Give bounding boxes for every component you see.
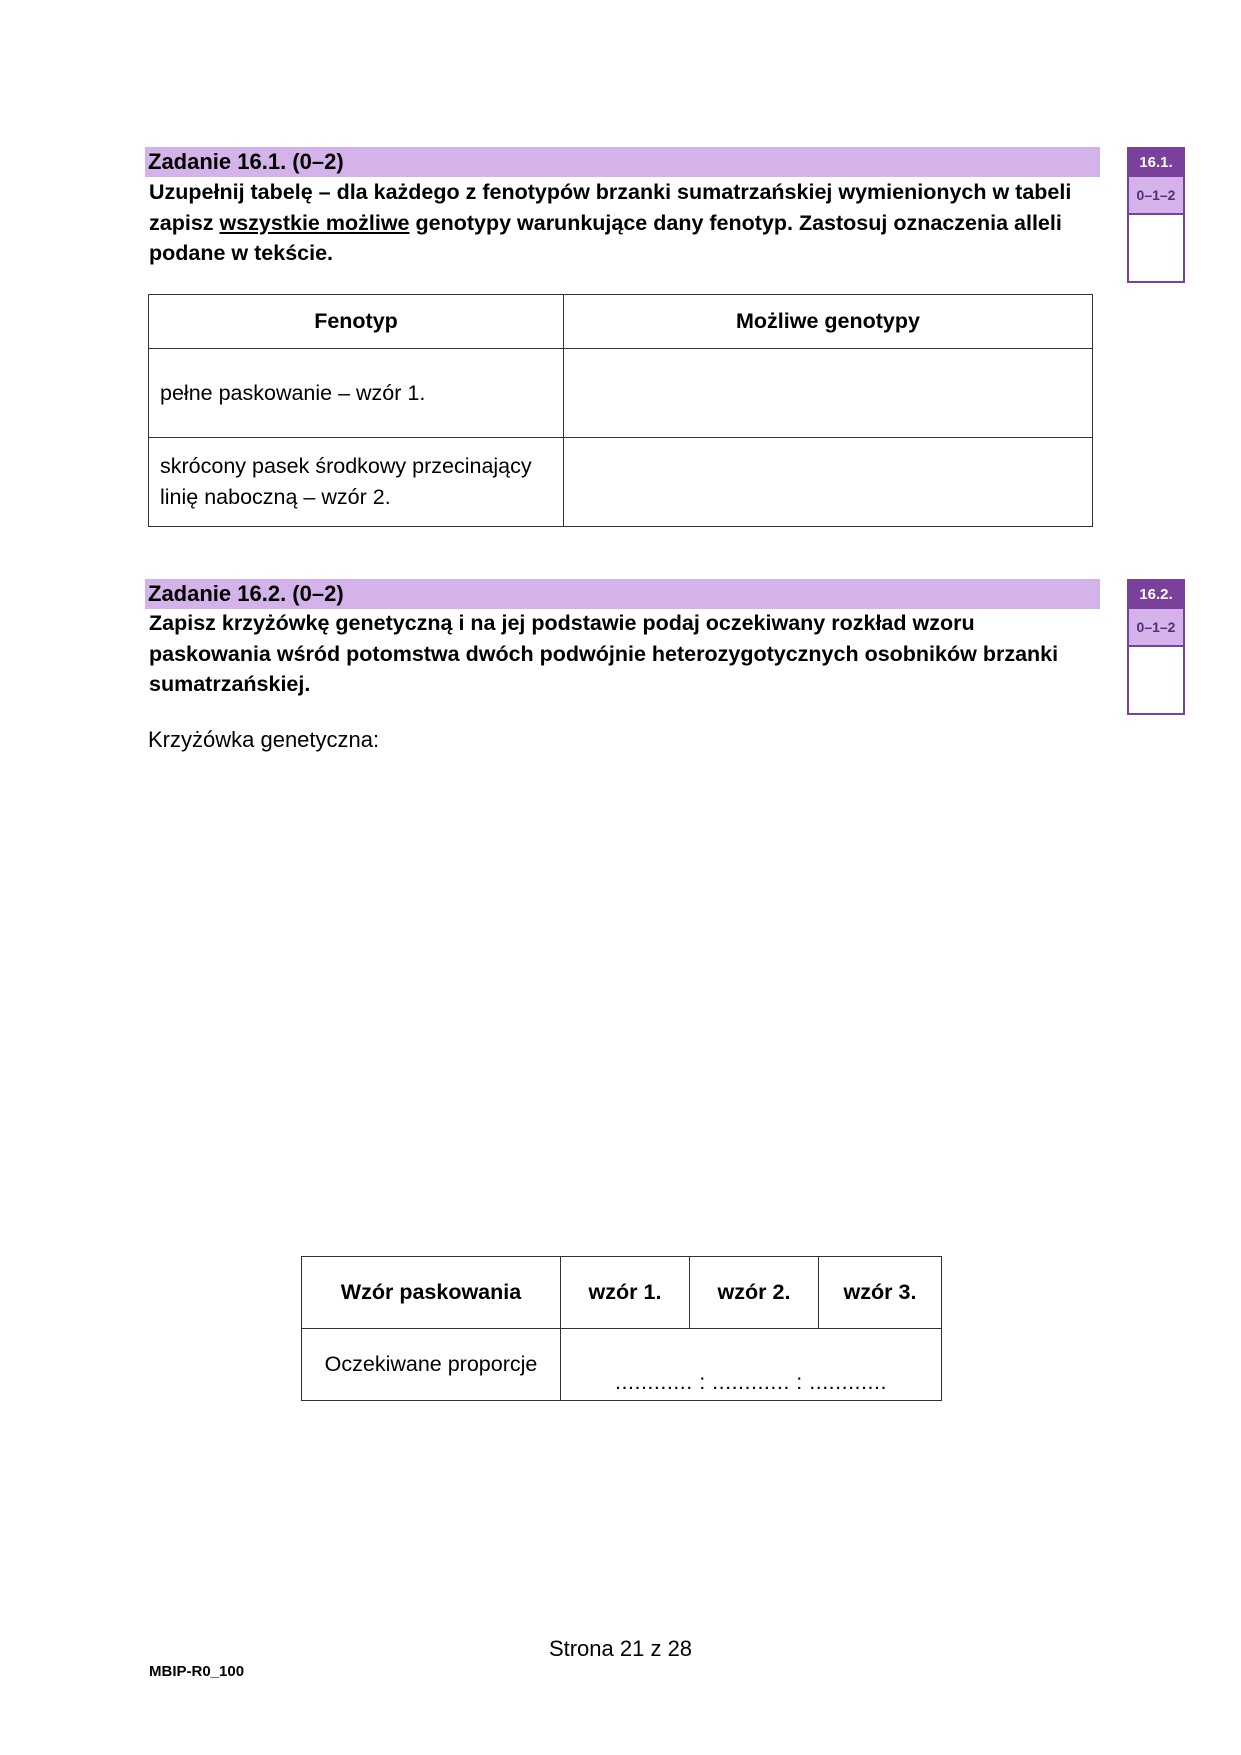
task-16-2-instruction: Zapisz krzyżówkę genetyczną i na jej podstawie podaj oczekiwany rozkład wzoru paskowania wśród potomstwa dwóch podwójnie heterozygotycznych osobników brzanki sumatrzańskiej. xyxy=(149,611,1059,696)
score-id: 16.2. xyxy=(1129,581,1183,609)
instruction-emphasis: wszystkie możliwe xyxy=(219,210,410,235)
task-16-1-instruction xyxy=(149,177,1089,269)
exam-code: MBIP-R0_100 xyxy=(149,1663,245,1680)
score-box-16-1 xyxy=(1127,147,1185,283)
score-id: 16.1. xyxy=(1129,149,1183,177)
table-row xyxy=(302,1329,942,1401)
phenotype-table xyxy=(148,294,1093,527)
column-header-phenotype: Fenotyp xyxy=(149,295,564,349)
table-row xyxy=(149,349,1093,438)
phenotype-cell: pełne paskowanie – wzór 1. xyxy=(149,349,564,438)
score-points: 0–1–2 xyxy=(1129,177,1183,215)
score-box-16-2 xyxy=(1127,579,1185,715)
page-number: Strona 21 z 28 xyxy=(548,1636,693,1661)
instruction-text-end: genotypy warunkujące dany fenotyp. Zastosuj oznaczenia alleli podane w tekście. xyxy=(149,210,1062,265)
column-header-pattern-2: wzór 2. xyxy=(690,1257,819,1329)
column-header-pattern-3: wzór 3. xyxy=(819,1257,942,1329)
cross-label: Krzyżówka genetyczna: xyxy=(148,727,380,752)
score-entry-field[interactable] xyxy=(1129,647,1183,715)
instruction-text: Uzupełnij tabelę – dla każdego z fenotypów brzanki sumatrzańskiej wymienionych w tabeli zapisz xyxy=(149,180,1072,235)
column-header-pattern-1: wzór 1. xyxy=(561,1257,690,1329)
table-row xyxy=(149,438,1093,527)
genotype-answer-cell[interactable] xyxy=(564,349,1093,438)
task-16-2-header: Zadanie 16.2. (0–2) xyxy=(145,579,1100,609)
genotype-answer-cell[interactable] xyxy=(564,438,1093,527)
phenotype-cell: skrócony pasek środkowy przecinający linię naboczną – wzór 2. xyxy=(149,438,564,527)
proportions-table xyxy=(301,1256,942,1401)
ratio-placeholder: ............ : ............ : ............ xyxy=(615,1370,887,1394)
score-entry-field[interactable] xyxy=(1129,215,1183,283)
column-header-pattern: Wzór paskowania xyxy=(302,1257,561,1329)
column-header-genotypes: Możliwe genotypy xyxy=(564,295,1093,349)
cross-answer-area[interactable] xyxy=(148,770,1093,1240)
score-points: 0–1–2 xyxy=(1129,609,1183,647)
proportions-answer-cell[interactable] xyxy=(561,1329,942,1401)
proportions-label: Oczekiwane proporcje xyxy=(302,1329,561,1401)
task-16-1-header: Zadanie 16.1. (0–2) xyxy=(145,147,1100,177)
